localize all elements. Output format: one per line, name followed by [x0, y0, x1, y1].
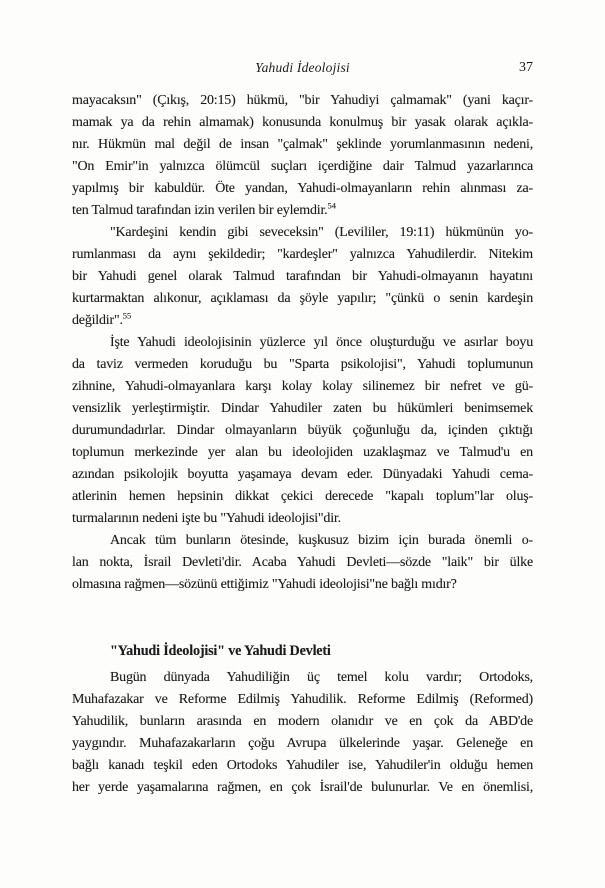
text-line: azından psikolojik boyutta yaşamaya devam eder. Dünyadaki Yahudi cema- — [72, 467, 533, 482]
paragraph-5 — [72, 667, 533, 799]
paragraph-1 — [72, 90, 533, 222]
text-line: "Kardeşini kendin gibi seveceksin" (Levililer, 19:11) hükmünün yo- — [110, 225, 533, 240]
footnote-ref-54: 54 — [327, 200, 336, 211]
text-line: Bugün dünyada Yahudiliğin üç temel kolu vardır; Ortodoks, — [110, 670, 533, 685]
text-line: yaygındır. Muhafazakarların çoğu Avrupa ülkelerinde yaşar. Geleneğe en — [72, 736, 533, 751]
text-line: bağlı kanadı teşkil eden Ortodoks Yahudiler ise, Yahudiler'in olduğu hemen — [72, 758, 533, 773]
running-header-title: Yahudi İdeolojisi — [255, 60, 350, 75]
footnote-ref-55: 55 — [122, 310, 132, 321]
text-line — [72, 200, 533, 222]
text-line: turmalarının nedeni işte bu "Yahudi ideolojisi"dir. — [72, 511, 341, 526]
text-line: rumlanması da aynı şekildedir; "kardeşler" yalnızca Yahudilerdir. Nitekim — [72, 247, 533, 262]
text-line: "On Emir"in yalnızca ölümcül suçları içerdiğine dair Talmud yazarlarınca — [72, 159, 533, 174]
text-line: nır. Hükmün mal değil de insan "çalmak" şeklinde yorumlanmasının nedeni, — [72, 137, 533, 152]
text-line: da taviz vermeden koruduğu bu "Sparta psikolojisi", Yahudi toplumunun — [72, 357, 533, 372]
text-line: bir Yahudi genel olarak Talmud tarafından bir Yahudi-olmayanın hayatını — [72, 269, 533, 284]
text-line: durumundadırlar. Dindar olmayanların büyük çoğunluğu da, içinden çıktığı — [72, 423, 533, 438]
page-number: 37 — [519, 60, 533, 75]
text-line: Yahudilik, bunların arasında en modern olanıdır ve en çok da ABD'de — [72, 714, 533, 729]
paragraph-2 — [72, 222, 533, 332]
text-line: atlerinin hemen hepsinin dikkat çekici derecede "kapalı toplum"lar oluş- — [72, 489, 533, 504]
text-line: Ancak tüm bunların ötesinde, kuşkusuz bizim için burada önemli o- — [110, 533, 533, 548]
text-line: İşte Yahudi ideolojisinin yüzlerce yıl önce oluşturduğu ve asırlar boyu — [110, 335, 533, 350]
text-line — [72, 310, 533, 332]
text-line: olmasına rağmen—sözünü ettiğimiz "Yahudi ideolojisi"ne bağlı mıdır? — [72, 577, 457, 592]
text-line: vensizlik yerleştirmiştir. Dindar Yahudiler zaten bu hükümleri benimsemek — [72, 401, 533, 416]
running-header — [72, 60, 533, 80]
text-line: kurtarmaktan alıkonur, açıklaması da şöyle yapılır; "çünkü o senin kardeşin — [72, 291, 533, 306]
paragraph-3 — [72, 332, 533, 530]
text-line: lan nokta, İsrail Devleti'dir. Acaba Yahudi Devleti—sözde "laik" bir ülke — [72, 555, 533, 570]
text-line: yapılmış bir kabuldür. Öte yandan, Yahudi-olmayanların rehin alınması za- — [72, 181, 533, 196]
line-text: değildir". — [72, 313, 123, 328]
text-line: mayacaksın" (Çıkış, 20:15) hükmü, "bir Yahudiyi çalmamak" (yani kaçır- — [72, 93, 533, 108]
paragraph-4 — [72, 530, 533, 596]
section-heading: "Yahudi İdeolojisi" ve Yahudi Devleti — [110, 643, 331, 659]
text-line: mamak ya da rehin almamak) konusunda konulmuş bir yasak olarak açıkla- — [72, 115, 533, 130]
text-line: Muhafazakar ve Reforme Edilmiş Yahudilik. Reforme Edilmiş (Reformed) — [72, 692, 533, 707]
text-line: zihnine, Yahudi-olmayanlara karşı kolay kolay silinemez bir nefret ve gü- — [72, 379, 533, 394]
text-line: her yerde yaşamalarına rağmen, en çok İsrail'de bulunurlar. Ve en önemlisi, — [72, 780, 533, 795]
line-text: ten Talmud tarafından izin verilen bir eylemdir. — [72, 203, 328, 218]
text-line: toplumun merkezinde yer alan bu ideolojiden uzaklaşmaz ve Talmud'u en — [72, 445, 533, 460]
page-body — [72, 90, 533, 799]
